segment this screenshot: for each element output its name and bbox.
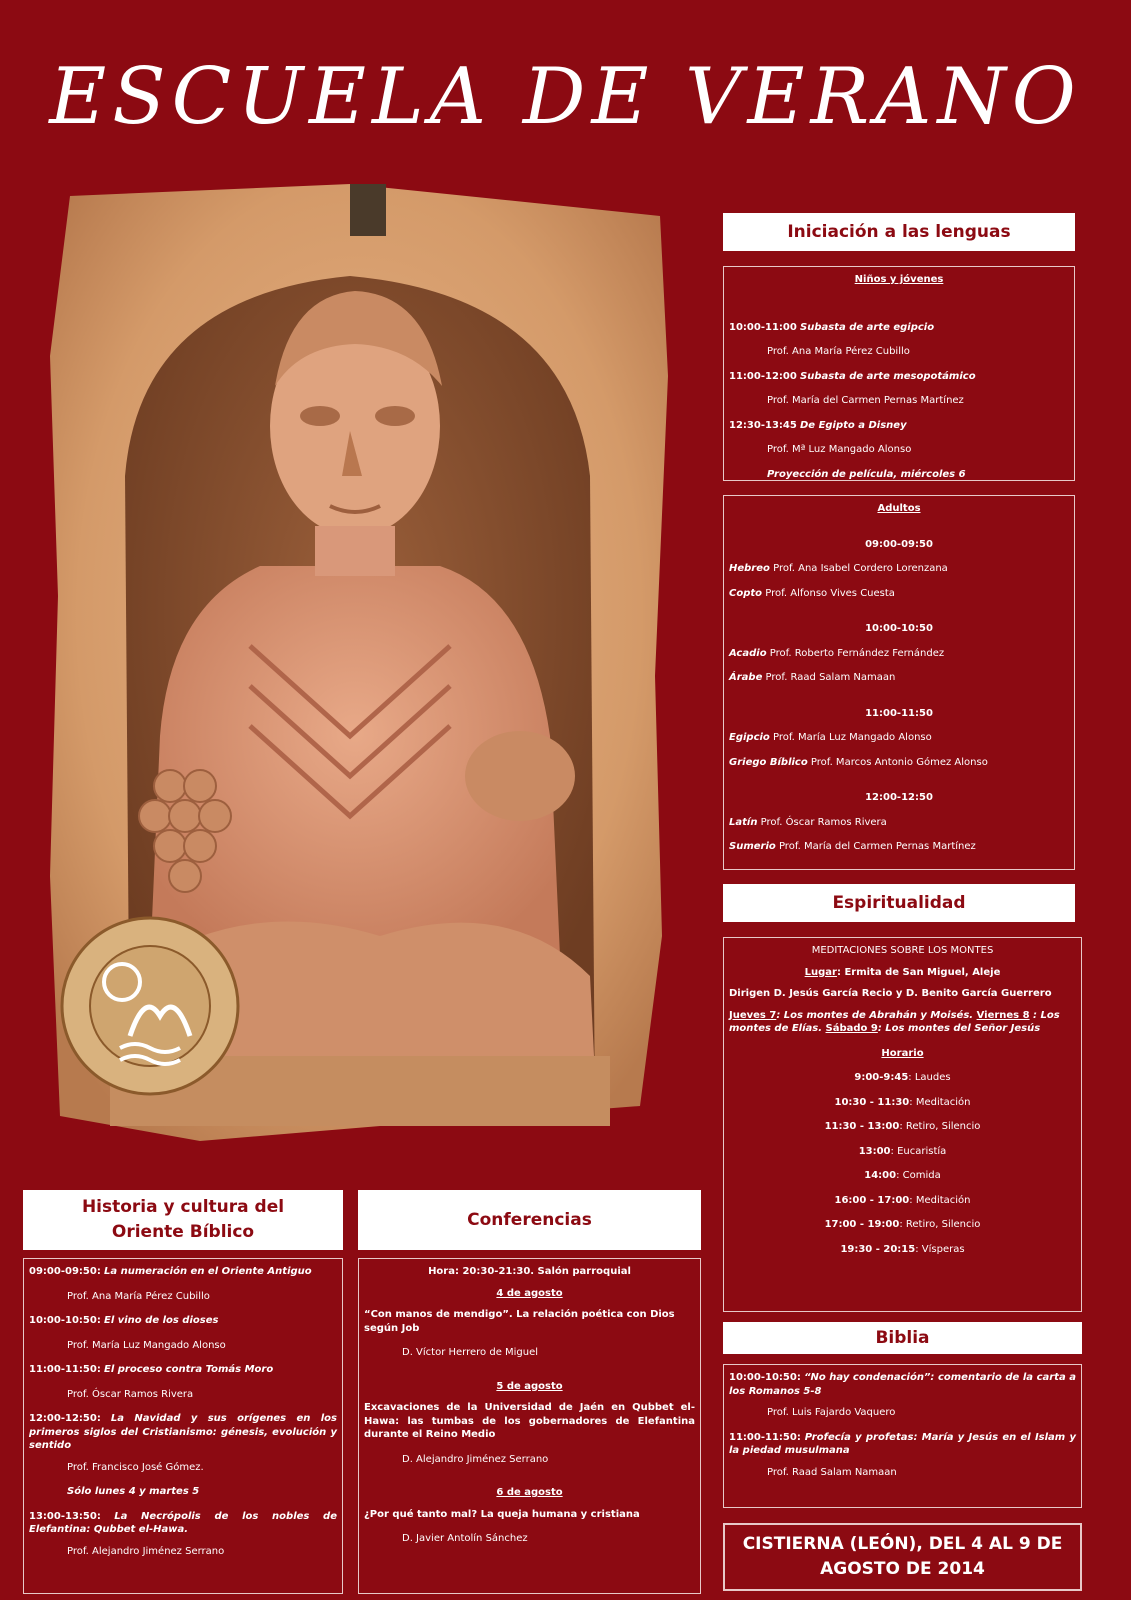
ninos-item: 11:00-12:00 Subasta de arte mesopotámico Prof. María del Carmen Pernas Martínez — [729, 370, 976, 406]
historia-header: Historia y cultura del Oriente Bíblico — [23, 1190, 343, 1250]
horario-heading: Horario — [881, 1047, 924, 1059]
ninos-heading: Niños y jóvenes — [854, 274, 944, 285]
stone-relief-image — [50, 176, 676, 1150]
horario-row: 14:00: Comida — [864, 1170, 941, 1181]
horario-row: 17:00 - 19:00: Retiro, Silencio — [824, 1219, 981, 1230]
adultos-heading: Adultos — [877, 503, 921, 514]
slot-time: 11:00-11:50 — [865, 707, 933, 719]
ninos-box — [723, 266, 1075, 481]
horario-row: 19:30 - 20:15: Vísperas — [840, 1243, 965, 1255]
institute-seal-logo — [62, 918, 238, 1094]
horario-row: 11:30 - 13:00: Retiro, Silencio — [824, 1121, 981, 1132]
conf-date: 4 de agosto — [496, 1287, 563, 1299]
conferencias-header: Conferencias — [358, 1190, 701, 1250]
ninos-item: 12:30-13:45 De Egipto a Disney Prof. Mª Luz Mangado Alonso — [729, 419, 912, 455]
horario-row: 9:00-9:45: Laudes — [854, 1072, 951, 1083]
conf-title: “Con manos de mendigo”. La relación poética con Dios según Job — [364, 1309, 675, 1334]
dias: Jueves 7: Los montes de Abrahán y Moisés. Viernes 8 : Los montes de Elías. Sábado 9: Los montes del Señor Jesús — [729, 1009, 1060, 1034]
conferencias-hora: Hora: 20:30-21:30. Salón parroquial — [428, 1266, 631, 1277]
conf-title: Excavaciones de la Universidad de Jaén en Qubbet el-Hawa: las tumbas de los gobernadores de Elefantina durante el Reino Medio — [364, 1402, 695, 1440]
slot-time: 10:00-10:50 — [865, 623, 933, 634]
espiritualidad-box — [723, 937, 1082, 1312]
ninos-note: Proyección de película, miércoles 6 — [767, 468, 966, 480]
location-dates: CISTIERNA (LEÓN), DEL 4 AL 9 DE AGOSTO DE 2014 — [723, 1523, 1082, 1591]
historia-box: 09:00-09:50: La numeración en el Oriente Antiguo Prof. Ana María Pérez Cubillo 10:00-10:50: El vino de los dioses Prof. María Luz Mangado Alonso 11:00-11:50: El proceso contra Tomás Moro Prof. Óscar Ramos Rivera 12:00-12:50: La Navidad y sus orígenes en los primeros siglos del Cristianismo: génesis, evolución y sentido Prof. Francisco José Gómez. Sólo lunes 4 y martes 5 13:00-13:50: La Necrópolis de los nobles de Elefantina: Qubbet el-Hawa. Prof. Alejandro Jiménez Serrano — [23, 1258, 343, 1594]
dirigen: Dirigen D. Jesús García Recio y D. Benito García Guerrero — [729, 988, 1052, 999]
adultos-box: Adultos 09:00-09:50 Hebreo Prof. Ana Isabel Cordero Lorenzana Copto Prof. Alfonso Vives Cuesta 10:00-10:50 Acadio Prof. Roberto Fernández Fernández Árabe Prof. Raad Salam Namaan 11:00-11:50 Egipcio Prof. María Luz Mangado Alonso Griego Bíblico Prof. Marcos Antonio Gómez Alonso 12:00-12:50 Latín Prof. Óscar Ramos Rivera Sumerio Prof. María del Carmen Pernas Martínez — [723, 495, 1075, 870]
horario-row: 13:00: Eucaristía — [858, 1145, 947, 1157]
conf-date: 5 de agosto — [496, 1380, 563, 1392]
horario-row: 10:30 - 11:30: Meditación — [834, 1096, 971, 1108]
horario-row: 16:00 - 17:00: Meditación — [834, 1194, 971, 1206]
biblia-header: Biblia — [723, 1322, 1082, 1354]
lenguas-header: Iniciación a las lenguas — [723, 213, 1075, 251]
ninos-item: 10:00-11:00 Subasta de arte egipcio Prof. Ana María Pérez Cubillo — [729, 321, 935, 357]
biblia-box: 10:00-10:50: “No hay condenación”: comentario de la carta a los Romanos 5-8 Prof. Luis Fajardo Vaquero 11:00-11:50: Profecía y profetas: María y Jesús en el Islam y la piedad musulmana Prof. Raad Salam Namaan — [723, 1364, 1082, 1508]
conf-title: ¿Por qué tanto mal? La queja humana y cristiana — [364, 1508, 640, 1520]
slot-time: 09:00-09:50 — [865, 538, 933, 550]
conf-speaker: D. Alejandro Jiménez Serrano — [402, 1453, 549, 1465]
conf-date: 6 de agosto — [496, 1487, 563, 1498]
conferencias-box — [358, 1258, 701, 1594]
lugar: Lugar: Ermita de San Miguel, Aleje — [804, 966, 1001, 978]
slot-time: 12:00-12:50 — [865, 792, 933, 803]
conf-speaker: D. Víctor Herrero de Miguel — [402, 1347, 539, 1358]
poster-title: ESCUELA DE VERANO — [49, 52, 1082, 142]
meditaciones-heading: MEDITACIONES SOBRE LOS MONTES — [811, 945, 994, 956]
espiritualidad-header: Espiritualidad — [723, 884, 1075, 922]
conf-speaker: D. Javier Antolín Sánchez — [402, 1533, 528, 1544]
